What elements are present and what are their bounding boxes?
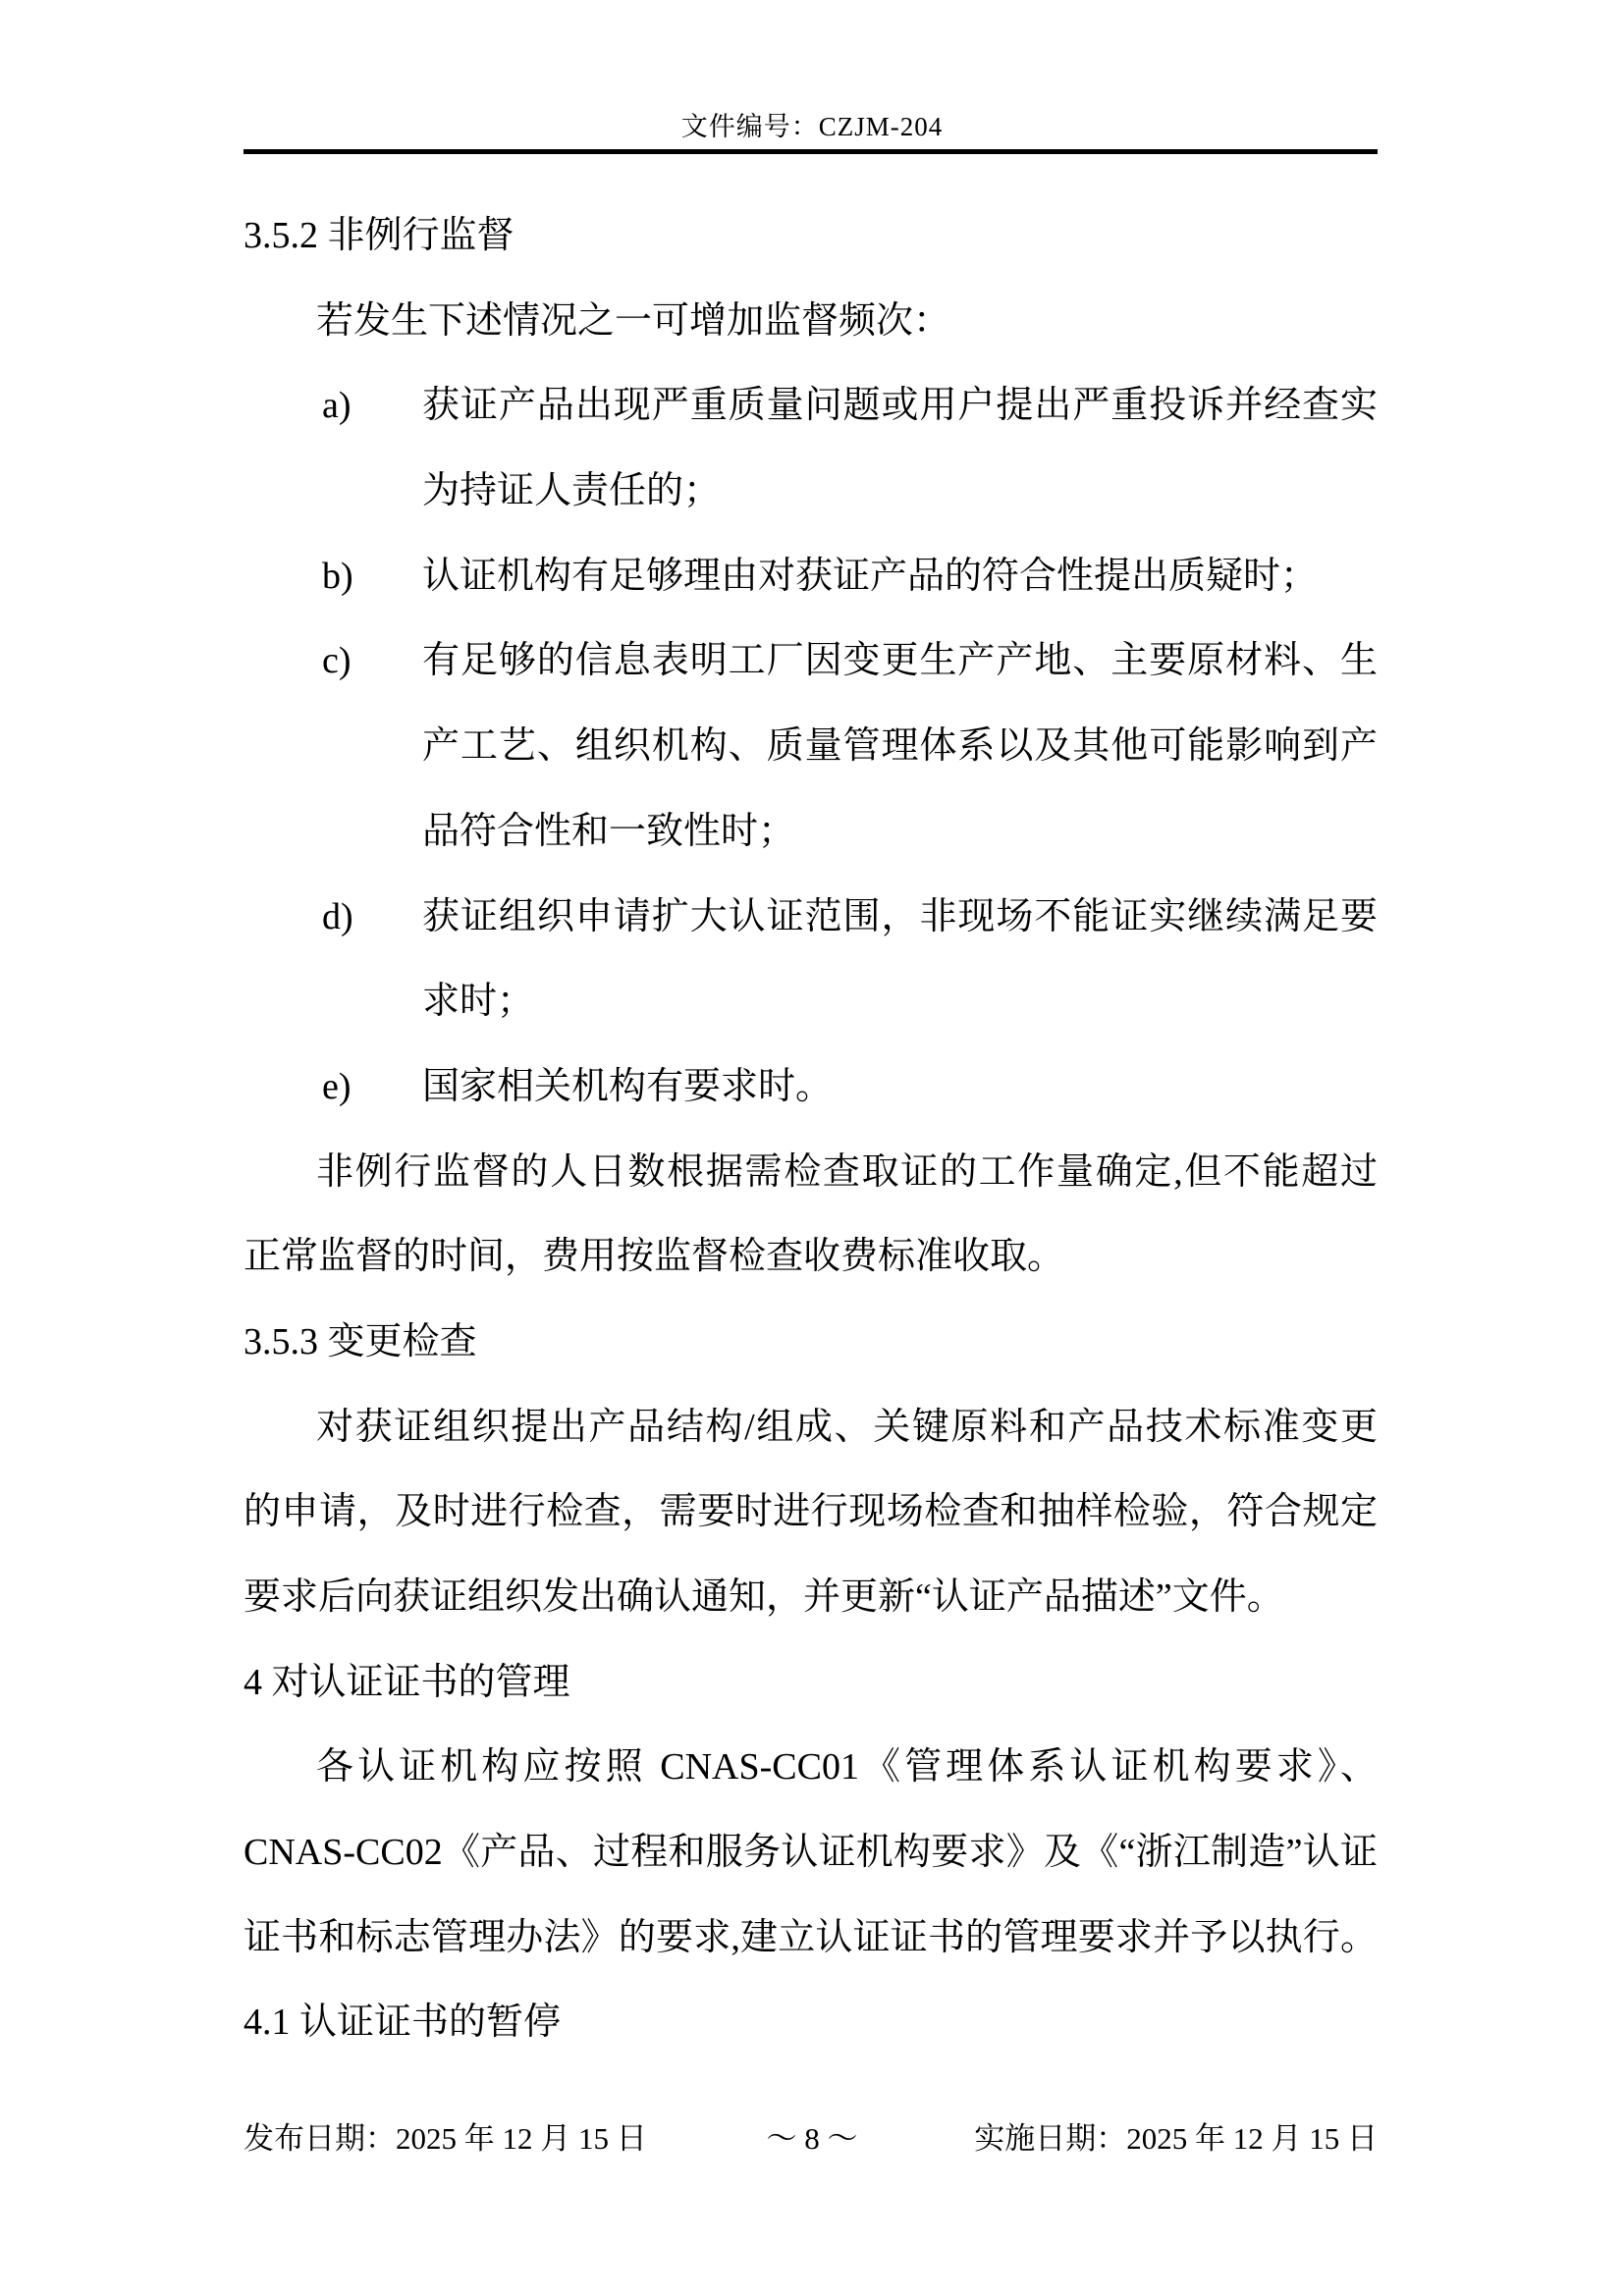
line-text: 品符合性和一致性时；: [422, 810, 796, 852]
text-line: [0, 383, 1624, 468]
line-text: 认证机构有足够理由对获证产品的符合性提出质疑时；: [422, 555, 1319, 597]
text-line: [0, 979, 1624, 1064]
line-text: 正常监督的时间，费用按监督检查收费标准收取。: [244, 1236, 1065, 1278]
text-line: [0, 1575, 1624, 1660]
implement-date: 实施日期：2025 年 12 月 15 日: [974, 2121, 1378, 2156]
text-line: [0, 1149, 1624, 1235]
line-text: 3.5.2 非例行监督: [244, 215, 514, 256]
text-line: [0, 1915, 1624, 2001]
line-text: 证书和标志管理办法》的要求,建立认证证书的管理要求并予以执行。: [244, 1916, 1378, 1958]
text-line: [0, 1660, 1624, 1745]
line-text: 各认证机构应按照 CNAS-CC01《管理体系认证机构要求》、: [316, 1746, 1378, 1789]
line-text: 有足够的信息表明工厂因变更生产产地、主要原材料、生: [422, 640, 1378, 682]
line-text: 获证产品出现严重质量问题或用户提出严重投诉并经查实: [422, 385, 1378, 427]
line-text: CNAS-CC02《产品、过程和服务认证机构要求》及《“浙江制造”认证: [244, 1832, 1378, 1874]
list-marker: a): [322, 385, 352, 427]
line-text: 非例行监督的人日数根据需检查取证的工作量确定,但不能超过: [316, 1150, 1378, 1193]
page-number: ～ 8 ～: [766, 2121, 858, 2156]
line-text: 求时；: [422, 981, 535, 1023]
line-text: 4.1 认证证书的暂停: [244, 2002, 562, 2044]
line-text: 3.5.3 变更检查: [244, 1320, 477, 1362]
header-rule: [244, 149, 1378, 154]
document-body: [0, 213, 1624, 2085]
line-text: 4 对认证证书的管理: [244, 1661, 570, 1703]
text-line: [0, 1744, 1624, 1830]
line-text: 获证组织申请扩大认证范围，非现场不能证实继续满足要: [422, 895, 1378, 937]
line-text: 国家相关机构有要求时。: [422, 1065, 834, 1107]
text-line: [0, 213, 1624, 298]
list-marker: c): [322, 640, 352, 682]
text-line: [0, 894, 1624, 980]
text-line: [0, 1319, 1624, 1405]
text-line: [0, 554, 1624, 639]
text-line: [0, 1234, 1624, 1319]
text-line: [0, 2000, 1624, 2085]
text-line: [0, 638, 1624, 723]
line-text: 为持证人责任的；: [422, 470, 722, 512]
line-text: 的申请，及时进行检查，需要时进行现场检查和抽样检验，符合规定: [244, 1491, 1378, 1533]
list-marker: b): [322, 555, 353, 597]
list-marker: d): [322, 895, 353, 937]
text-line: [0, 1489, 1624, 1575]
text-line: [0, 1064, 1624, 1149]
line-text: 若发生下述情况之一可增加监督频次：: [316, 299, 951, 342]
line-text: 要求后向获证组织发出确认通知，并更新“认证产品描述”文件。: [244, 1576, 1284, 1618]
line-text: 对获证组织提出产品结构/组成、关键原料和产品技术标准变更: [316, 1406, 1378, 1448]
doc-number-header: 文件编号：CZJM-204: [680, 112, 944, 141]
text-line: [0, 723, 1624, 809]
text-line: [0, 1830, 1624, 1915]
release-date: 发布日期：2025 年 12 月 15 日: [244, 2121, 647, 2156]
text-line: [0, 468, 1624, 554]
text-line: [0, 298, 1624, 384]
text-line: [0, 809, 1624, 894]
list-marker: e): [322, 1065, 352, 1107]
line-text: 产工艺、组织机构、质量管理体系以及其他可能影响到产: [422, 725, 1378, 768]
text-line: [0, 1405, 1624, 1490]
